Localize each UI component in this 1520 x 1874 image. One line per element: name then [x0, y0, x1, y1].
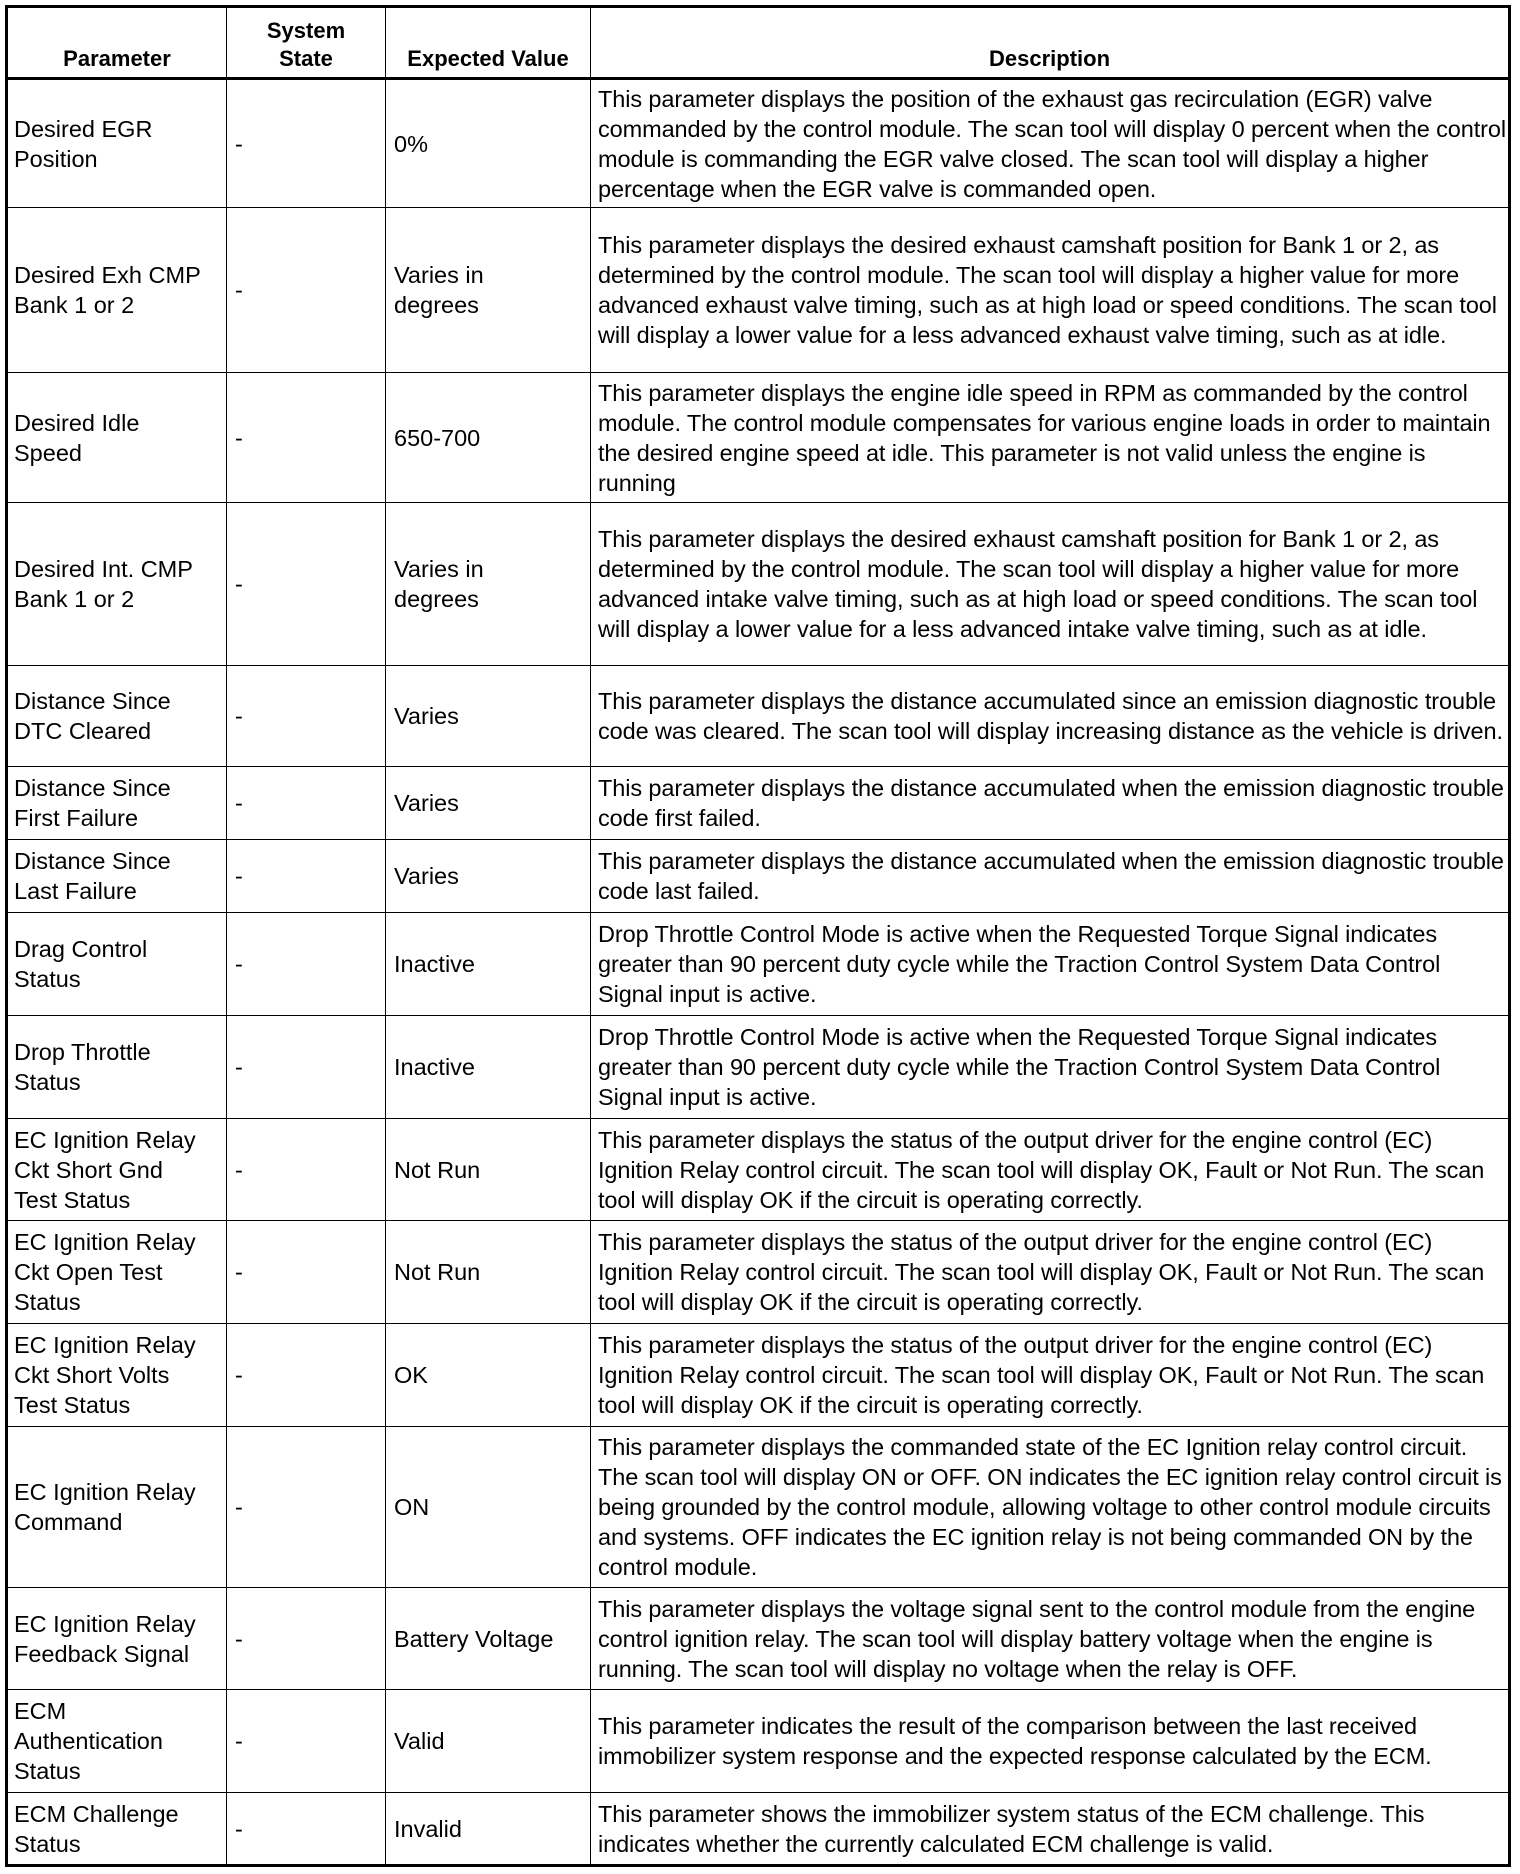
cell-system-state: - [227, 1324, 386, 1427]
cell-parameter: Desired Exh CMP Bank 1 or 2 [7, 208, 227, 373]
cell-description: This parameter displays the distance accumulated when the emission diagnostic trouble code first failed. [591, 767, 1510, 840]
table-row [7, 1690, 1510, 1793]
cell-parameter: EC Ignition Relay Feedback Signal [7, 1588, 227, 1690]
cell-expected-value: Varies [386, 767, 591, 840]
table-row [7, 503, 1510, 666]
table-row [7, 913, 1510, 1016]
cell-description: This parameter displays the distance accumulated when the emission diagnostic trouble code last failed. [591, 840, 1510, 913]
table-row [7, 373, 1510, 503]
header-description: Description [591, 7, 1510, 79]
header-row [7, 7, 1510, 79]
parameter-table-container [5, 5, 1508, 1867]
cell-description: This parameter displays the status of the output driver for the engine control (EC) Ignition Relay control circuit. The scan tool will display OK, Fault or Not Run. The scan tool will display OK if the circuit is operating correctly. [591, 1119, 1510, 1221]
cell-expected-value: OK [386, 1324, 591, 1427]
table-row [7, 840, 1510, 913]
header-expected-value: Expected Value [386, 7, 591, 79]
cell-description: This parameter displays the distance accumulated since an emission diagnostic trouble code was cleared. The scan tool will display increasing distance as the vehicle is driven. [591, 666, 1510, 767]
cell-description: This parameter displays the status of the output driver for the engine control (EC) Ignition Relay control circuit. The scan tool will display OK, Fault or Not Run. The scan tool will display OK if the circuit is operating correctly. [591, 1324, 1510, 1427]
cell-system-state: - [227, 1119, 386, 1221]
cell-system-state: - [227, 1221, 386, 1324]
cell-system-state: - [227, 1427, 386, 1588]
table-row [7, 666, 1510, 767]
cell-expected-value: Not Run [386, 1119, 591, 1221]
cell-parameter: Distance Since Last Failure [7, 840, 227, 913]
cell-parameter: Desired EGR Position [7, 79, 227, 208]
cell-description: Drop Throttle Control Mode is active when the Requested Torque Signal indicates greater than 90 percent duty cycle while the Traction Control System Data Control Signal input is active. [591, 1016, 1510, 1119]
cell-system-state: - [227, 503, 386, 666]
cell-parameter: EC Ignition Relay Command [7, 1427, 227, 1588]
table-row [7, 1119, 1510, 1221]
table-row [7, 1016, 1510, 1119]
table-row [7, 1324, 1510, 1427]
cell-system-state: - [227, 1588, 386, 1690]
table-row [7, 1793, 1510, 1866]
cell-description: Drop Throttle Control Mode is active when the Requested Torque Signal indicates greater than 90 percent duty cycle while the Traction Control System Data Control Signal input is active. [591, 913, 1510, 1016]
cell-system-state: - [227, 767, 386, 840]
cell-system-state: - [227, 913, 386, 1016]
cell-parameter: Distance Since First Failure [7, 767, 227, 840]
cell-parameter: Drag Control Status [7, 913, 227, 1016]
cell-expected-value: 650-700 [386, 373, 591, 503]
table-row [7, 767, 1510, 840]
cell-description: This parameter displays the position of the exhaust gas recirculation (EGR) valve commanded by the control module. The scan tool will display 0 percent when the control module is commanding the EGR valve closed. The scan tool will display a higher percentage when the EGR valve is commanded open. [591, 79, 1510, 208]
cell-description: This parameter displays the desired exhaust camshaft position for Bank 1 or 2, as determined by the control module. The scan tool will display a higher value for more advanced exhaust valve timing, such as at high load or speed conditions. The scan tool will display a lower value for a less advanced exhaust valve timing, such as at idle. [591, 208, 1510, 373]
cell-description: This parameter displays the voltage signal sent to the control module from the engine control ignition relay. The scan tool will display battery voltage when the engine is running. The scan tool will display no voltage when the relay is OFF. [591, 1588, 1510, 1690]
cell-parameter: Drop Throttle Status [7, 1016, 227, 1119]
table-body [7, 79, 1510, 1866]
table-row [7, 1221, 1510, 1324]
cell-expected-value: 0% [386, 79, 591, 208]
cell-description: This parameter shows the immobilizer system status of the ECM challenge. This indicates whether the currently calculated ECM challenge is valid. [591, 1793, 1510, 1866]
header-system-state [227, 7, 386, 79]
cell-expected-value: Varies [386, 666, 591, 767]
cell-expected-value: Inactive [386, 913, 591, 1016]
cell-system-state: - [227, 666, 386, 767]
cell-system-state: - [227, 1690, 386, 1793]
cell-parameter: Desired Idle Speed [7, 373, 227, 503]
cell-description: This parameter displays the desired exhaust camshaft position for Bank 1 or 2, as determined by the control module. The scan tool will display a higher value for more advanced intake valve timing, such as at high load or speed conditions. The scan tool will display a lower value for a less advanced intake valve timing, such as at idle. [591, 503, 1510, 666]
cell-expected-value: ON [386, 1427, 591, 1588]
cell-parameter: ECM Authentication Status [7, 1690, 227, 1793]
cell-expected-value: Invalid [386, 1793, 591, 1866]
cell-description: This parameter displays the status of the output driver for the engine control (EC) Ignition Relay control circuit. The scan tool will display OK, Fault or Not Run. The scan tool will display OK if the circuit is operating correctly. [591, 1221, 1510, 1324]
cell-system-state: - [227, 840, 386, 913]
table-row [7, 79, 1510, 208]
cell-parameter: EC Ignition Relay Ckt Short Volts Test Status [7, 1324, 227, 1427]
table-row [7, 1427, 1510, 1588]
cell-description: This parameter displays the commanded state of the EC Ignition relay control circuit. The scan tool will display ON or OFF. ON indicates the EC ignition relay control circuit is being grounded by the control module, allowing voltage to other control module circuits and systems. OFF indicates the EC ignition relay is not being commanded ON by the control module. [591, 1427, 1510, 1588]
cell-expected-value: Varies in degrees [386, 208, 591, 373]
table-row [7, 208, 1510, 373]
cell-system-state: - [227, 208, 386, 373]
cell-expected-value: Valid [386, 1690, 591, 1793]
cell-parameter: Distance Since DTC Cleared [7, 666, 227, 767]
cell-description: This parameter indicates the result of the comparison between the last received immobilizer system response and the expected response calculated by the ECM. [591, 1690, 1510, 1793]
cell-expected-value: Battery Voltage [386, 1588, 591, 1690]
cell-expected-value: Varies in degrees [386, 503, 591, 666]
cell-expected-value: Not Run [386, 1221, 591, 1324]
cell-parameter: EC Ignition Relay Ckt Short Gnd Test Status [7, 1119, 227, 1221]
cell-expected-value: Varies [386, 840, 591, 913]
table-row [7, 1588, 1510, 1690]
cell-description: This parameter displays the engine idle speed in RPM as commanded by the control module. The control module compensates for various engine loads in order to maintain the desired engine speed at idle. This parameter is not valid unless the engine is running [591, 373, 1510, 503]
cell-parameter: EC Ignition Relay Ckt Open Test Status [7, 1221, 227, 1324]
cell-system-state: - [227, 373, 386, 503]
cell-system-state: - [227, 1793, 386, 1866]
scan-tool-parameter-table [5, 5, 1511, 1867]
header-parameter: Parameter [7, 7, 227, 79]
cell-system-state: - [227, 1016, 386, 1119]
cell-expected-value: Inactive [386, 1016, 591, 1119]
header-system-state-label: System State [266, 18, 346, 71]
cell-parameter: ECM Challenge Status [7, 1793, 227, 1866]
cell-parameter: Desired Int. CMP Bank 1 or 2 [7, 503, 227, 666]
table-header [7, 7, 1510, 79]
cell-system-state: - [227, 79, 386, 208]
